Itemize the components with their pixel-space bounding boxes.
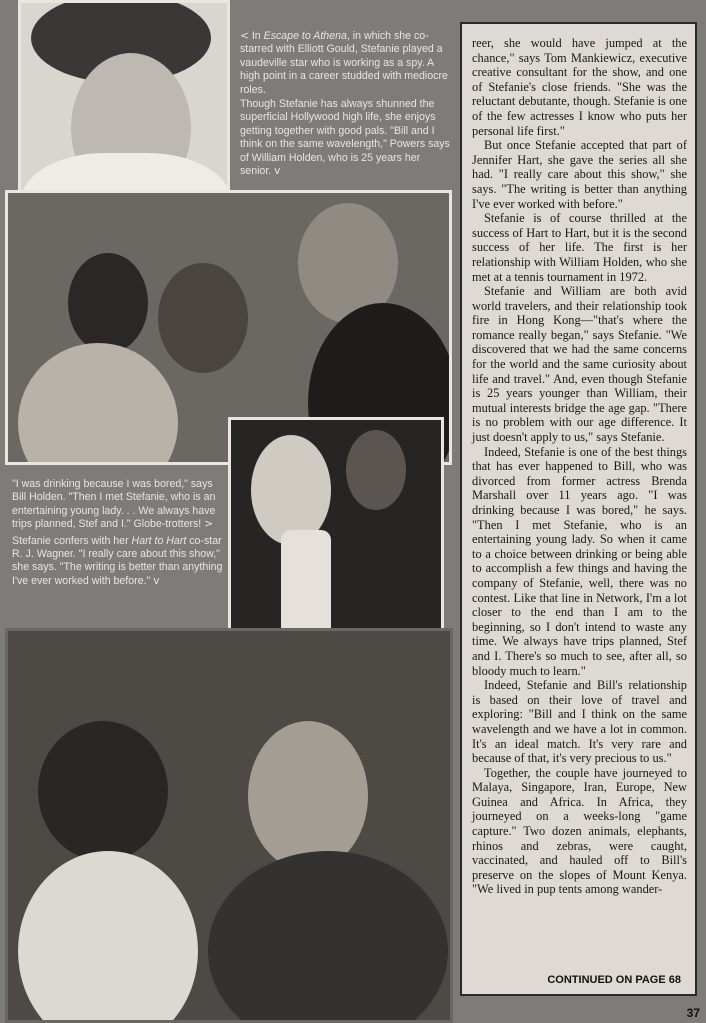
article-paragraph: Together, the couple have journeyed to Malaya, Singapore, Iran, Europe, New Guinea and Africa. In Africa, they journeyed on a weeks-long "game capture." Two dozen animals, elephants, rhinos and zebras, were caught, vaccinated, and hauled off to Bill's preserve on the slopes of Mount Kenya. "We lived in pup tents among wander- — [472, 765, 687, 897]
article-paragraph: Indeed, Stefanie is one of the best things that has ever happened to Bill, who was divorced from former actress Brenda Marshall over 11 years ago. "I was drinking because I was bored," he says. "Then I met Stefanie, who is an entertaining young lady. So when it came to a choice between drinking or being able to accomplish a few things and having the company of Stefanie, well, there was no contest. Like that line in Network, I'm a lot closer to the end than I am to the beginning, so I don't intend to waste any time. We always have trips planned, Stef and I. There's so much to see, after all, so bloody much to learn." — [472, 444, 687, 678]
caption-globetrotters: "I was drinking because I was bored," says Bill Holden. "Then I met Stefanie, who is an entertaining young lady. . . We always have trips planned, Stef and I." Globe-trotters! > Stefanie confers with her Hart to Hart co-star R. J. Wagner. "I really care about this show," she says. "The writing is better than anything I've ever worked with before." v — [12, 478, 223, 587]
page-number: 37 — [686, 1006, 700, 1020]
article-paragraph: Stefanie is of course thrilled at the success of Hart to Hart, but it is the second success of her life. The first is her relationship with William Holden, who she met at a tennis tournament in 1972. — [472, 211, 687, 284]
article-paragraph: Indeed, Stefanie and Bill's relationship is based on their love of travel and exploring: "Bill and I think on the same wavelength and we have a lot in common. It's an ideal match. It's very rare and because of that, it's very precious to us." — [472, 678, 687, 766]
article-paragraph: reer, she would have jumped at the chance," says Tom Mankiewicz, executive creative consultant for the show, and one of Stefanie's close friends. "She was the reluctant debutante, though. Stefanie is one of the few actresses I know who puts her personal life first." — [472, 36, 687, 138]
caption-escape-to-athena: < In Escape to Athena, in which she co-starred with Elliott Gould, Stefanie played a vaudeville star who is working as a spy. A high point in a career studded with mediocre roles. Though Stefanie has always shunned the superficial Hollywood high life, she enjoys getting together with good pals. "Bill and I think on the same wavelength," Powers says of William Holden, who is 25 years her senior. v — [240, 30, 450, 178]
continued-notice: CONTINUED ON PAGE 68 — [547, 974, 681, 986]
article-paragraph: Stefanie and William are both avid world travelers, and their relationship took fire in Hong Kong—"that's where the romance really began," says Stefanie. "We discovered that we had the same concerns for the world and the same curiosity about life and travel." And, even though Stefanie is 25 years younger than William, their mutual interests bridge the age gap. "There is no problem with our age difference. It just doesn't apply to us," says Stefanie. — [472, 284, 687, 445]
article-column — [460, 22, 697, 996]
article-paragraph: But once Stefanie accepted that part of Jennifer Hart, she gave the series all she had. "I really care about this show," she says. "The writing is better than anything I've ever worked with before." — [472, 138, 687, 211]
photo-stefanie-wagner — [5, 628, 453, 1023]
